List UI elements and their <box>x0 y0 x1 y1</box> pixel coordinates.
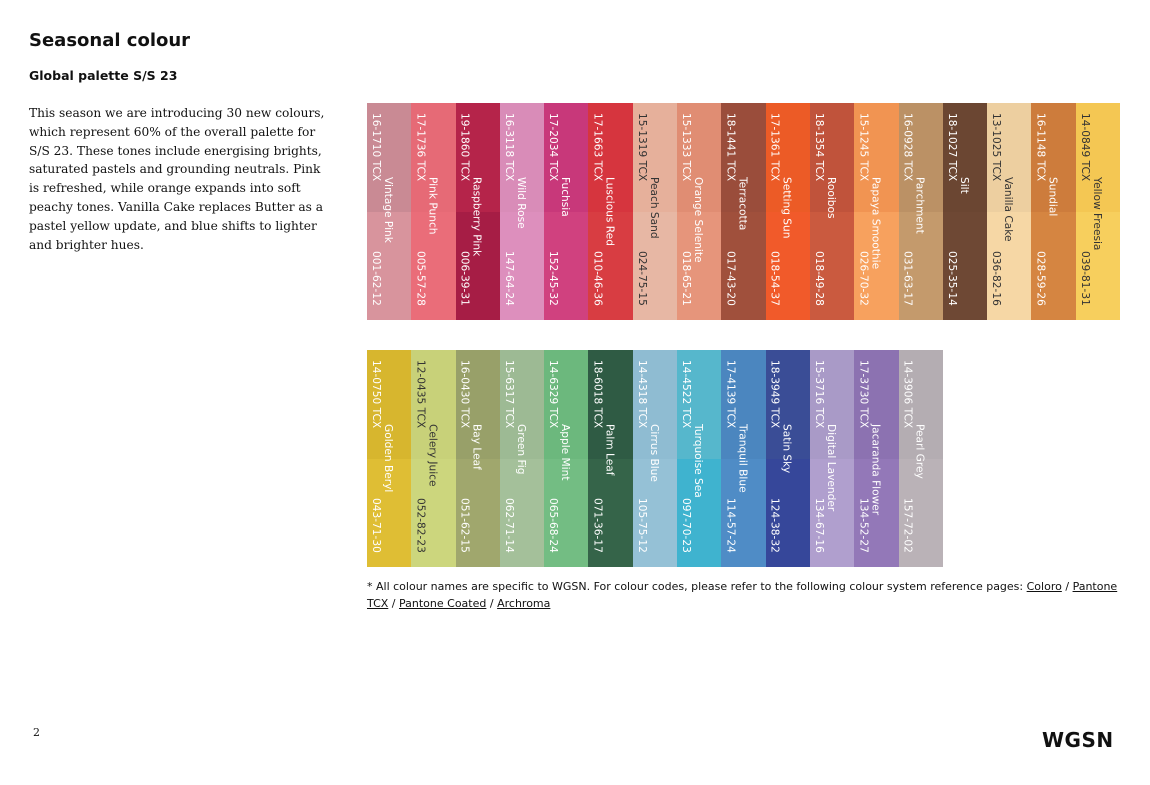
swatch-colour-name: Yellow Freesia <box>1090 177 1103 251</box>
link-coloro[interactable]: Coloro <box>1026 580 1062 593</box>
swatch-coloro-code: 006-39-31 <box>458 251 471 306</box>
swatch-tcx-code: 16-1710 TCX <box>370 113 382 182</box>
swatch-coloro-code: 071-36-17 <box>591 498 604 553</box>
swatch-tcx-code: 17-2034 TCX <box>547 113 560 182</box>
swatch-tcx-code: 14-4522 TCX <box>680 360 693 429</box>
swatch-coloro-code: 036-82-16 <box>990 251 1003 306</box>
footnote <box>367 578 1127 612</box>
swatch-colour-name: Golden Beryl <box>382 424 394 493</box>
swatch-coloro-code: 051-62-15 <box>458 498 471 553</box>
colour-swatch <box>633 350 677 567</box>
swatch-tcx-code: 17-1663 TCX <box>591 113 604 182</box>
colour-swatch <box>677 350 721 567</box>
swatch-coloro-code: 026-70-32 <box>857 251 870 306</box>
colour-swatch <box>1076 103 1120 320</box>
swatch-coloro-code: 065-68-24 <box>547 498 560 553</box>
colour-swatch <box>588 350 632 567</box>
colour-swatch <box>854 103 898 320</box>
swatch-colour-name: Satin Sky <box>780 424 793 474</box>
swatch-colour-name: Celery Juice <box>426 424 439 487</box>
swatch-colour-name: Papaya Smoothie <box>869 177 882 270</box>
wgsn-logo: WGSN <box>1042 728 1114 752</box>
swatch-colour-name: Rooibos <box>824 177 837 219</box>
swatch-colour-name: Luscious Red <box>603 177 616 246</box>
colour-swatch <box>899 103 943 320</box>
colour-swatch <box>411 103 455 320</box>
swatch-colour-name: Fuchsia <box>559 177 572 217</box>
swatch-coloro-code: 157-72-02 <box>901 498 914 553</box>
swatch-colour-name: Digital Lavender <box>824 424 837 512</box>
swatch-tcx-code: 14-3906 TCX <box>901 360 914 429</box>
intro-paragraph: This season we are introducing 30 new colours, which represent 60% of the overall palette for S/S 23. These tones include energising brights, saturated pastels and grounding neutrals. Pink is refreshed, while orange expands into soft peachy tones. Vanilla Cake replaces Butter as a pastel yellow update, and blue shifts to lighter and brighter hues. <box>29 106 325 252</box>
swatch-tcx-code: 15-6317 TCX <box>502 360 515 429</box>
swatch-colour-name: Terracotta <box>736 177 749 231</box>
swatch-colour-name: Pearl Grey <box>913 424 926 479</box>
link-pantone-tcx[interactable]: Pantone TCX <box>367 580 1118 610</box>
swatch-tcx-code: 16-0928 TCX <box>901 113 914 182</box>
swatch-coloro-code: 134-67-16 <box>812 498 825 553</box>
footnote-text: * All colour names are specific to WGSN. For colour codes, please refer to the following colour system reference pages: <box>367 580 1024 593</box>
swatch-colour-name: Palm Leaf <box>603 424 616 476</box>
swatch-tcx-code: 15-1319 TCX <box>635 113 648 182</box>
swatch-tcx-code: 18-1354 TCX <box>812 113 825 182</box>
swatch-tcx-code: 17-3730 TCX <box>857 360 870 429</box>
colour-swatch <box>588 103 632 320</box>
swatch-colour-name: Jacaranda Flower <box>869 424 882 516</box>
page-title: Seasonal colour <box>29 30 191 51</box>
colour-swatch <box>943 103 987 320</box>
swatch-coloro-code: 147-64-24 <box>502 251 515 306</box>
swatch-colour-name: Raspberry Pink <box>470 177 483 257</box>
colour-swatch <box>544 350 588 567</box>
swatch-coloro-code: 024-75-15 <box>635 251 648 306</box>
swatch-colour-name: Wild Rose <box>514 177 527 229</box>
colour-swatch <box>367 350 411 567</box>
swatch-coloro-code: 062-71-14 <box>502 498 515 553</box>
swatch-tcx-code: 13-1025 TCX <box>990 113 1003 182</box>
palette-row-1 <box>367 103 1120 320</box>
swatch-coloro-code: 052-82-23 <box>414 498 427 553</box>
colour-swatch <box>456 350 500 567</box>
swatch-tcx-code: 17-1736 TCX <box>414 113 427 182</box>
swatch-tcx-code: 15-1333 TCX <box>680 113 693 182</box>
colour-swatch <box>367 103 411 320</box>
colour-swatch <box>899 350 943 567</box>
swatch-tcx-code: 12-0435 TCX <box>414 360 427 429</box>
swatch-colour-name: Bay Leaf <box>470 424 483 470</box>
colour-swatch <box>810 103 854 320</box>
link-archroma[interactable]: Archroma <box>497 597 551 610</box>
swatch-tcx-code: 16-3118 TCX <box>502 113 515 182</box>
link-separator: / <box>489 597 494 610</box>
swatch-coloro-code: 018-65-21 <box>680 251 693 306</box>
colour-swatch <box>854 350 898 567</box>
swatch-colour-name: Turquoise Sea <box>692 424 705 498</box>
swatch-coloro-code: 105-75-12 <box>635 498 648 553</box>
swatch-colour-name: Parchment <box>913 177 926 234</box>
swatch-colour-name: Apple Mint <box>559 424 572 481</box>
swatch-tcx-code: 15-1245 TCX <box>857 113 870 182</box>
swatch-coloro-code: 152-45-32 <box>547 251 560 306</box>
swatch-tcx-code: 18-1027 TCX <box>945 113 958 182</box>
swatch-tcx-code: 18-3949 TCX <box>768 360 781 429</box>
swatch-tcx-code: 17-1361 TCX <box>768 113 781 182</box>
swatch-coloro-code: 018-49-28 <box>812 251 825 306</box>
swatch-tcx-code: 18-6018 TCX <box>591 360 604 429</box>
colour-swatch <box>721 350 765 567</box>
swatch-colour-name: Peach Sand <box>647 177 660 239</box>
swatch-coloro-code: 018-54-37 <box>768 251 781 306</box>
swatch-tcx-code: 14-4318 TCX <box>635 360 648 429</box>
swatch-colour-name: Setting Sun <box>780 177 793 239</box>
swatch-coloro-code: 001-62-12 <box>370 251 382 306</box>
swatch-colour-name: Sundial <box>1046 177 1059 217</box>
colour-swatch <box>500 350 544 567</box>
colour-swatch <box>721 103 765 320</box>
swatch-tcx-code: 19-1860 TCX <box>458 113 471 182</box>
link-separator: / <box>1065 580 1070 593</box>
colour-swatch <box>1031 103 1075 320</box>
colour-swatch <box>987 103 1031 320</box>
swatch-coloro-code: 097-70-23 <box>680 498 693 553</box>
colour-swatch <box>677 103 721 320</box>
swatch-tcx-code: 18-1441 TCX <box>724 113 737 182</box>
swatch-coloro-code: 134-52-27 <box>857 498 870 553</box>
colour-swatch <box>810 350 854 567</box>
swatch-colour-name: Orange Selenite <box>692 177 705 263</box>
swatch-colour-name: Cirrus Blue <box>647 424 660 482</box>
swatch-tcx-code: 14-0750 TCX <box>370 360 382 429</box>
swatch-tcx-code: 15-3716 TCX <box>812 360 825 429</box>
swatch-colour-name: Vanilla Cake <box>1002 177 1015 242</box>
swatch-colour-name: Green Fig <box>514 424 527 475</box>
colour-swatch <box>766 103 810 320</box>
swatch-coloro-code: 028-59-26 <box>1034 251 1047 306</box>
swatch-coloro-code: 005-57-28 <box>414 251 427 306</box>
swatch-coloro-code: 124-38-32 <box>768 498 781 553</box>
page-subtitle: Global palette S/S 23 <box>29 68 178 83</box>
colour-swatch <box>544 103 588 320</box>
swatch-colour-name: Pink Punch <box>426 177 439 235</box>
swatch-coloro-code: 043-71-30 <box>370 498 382 553</box>
swatch-tcx-code: 14-0849 TCX <box>1078 113 1091 182</box>
colour-swatch <box>633 103 677 320</box>
swatch-coloro-code: 114-57-24 <box>724 498 737 553</box>
swatch-coloro-code: 010-46-36 <box>591 251 604 306</box>
swatch-coloro-code: 025-35-14 <box>945 251 958 306</box>
colour-swatch <box>500 103 544 320</box>
swatch-coloro-code: 031-63-17 <box>901 251 914 306</box>
colour-swatch <box>766 350 810 567</box>
colour-swatch <box>456 103 500 320</box>
swatch-tcx-code: 16-0430 TCX <box>458 360 471 429</box>
swatch-colour-name: Tranquil Blue <box>736 424 749 493</box>
swatch-coloro-code: 017-43-20 <box>724 251 737 306</box>
swatch-tcx-code: 14-6329 TCX <box>547 360 560 429</box>
colour-swatch <box>411 350 455 567</box>
swatch-colour-name: Vintage Pink <box>382 177 394 243</box>
link-separator: / <box>391 597 396 610</box>
page-number: 2 <box>33 726 40 739</box>
swatch-coloro-code: 039-81-31 <box>1078 251 1091 306</box>
palette-row-2 <box>367 350 943 567</box>
swatch-tcx-code: 17-4139 TCX <box>724 360 737 429</box>
swatch-colour-name: Silt <box>957 177 970 194</box>
swatch-tcx-code: 16-1148 TCX <box>1034 113 1047 182</box>
link-pantone-coated[interactable]: Pantone Coated <box>399 597 487 610</box>
